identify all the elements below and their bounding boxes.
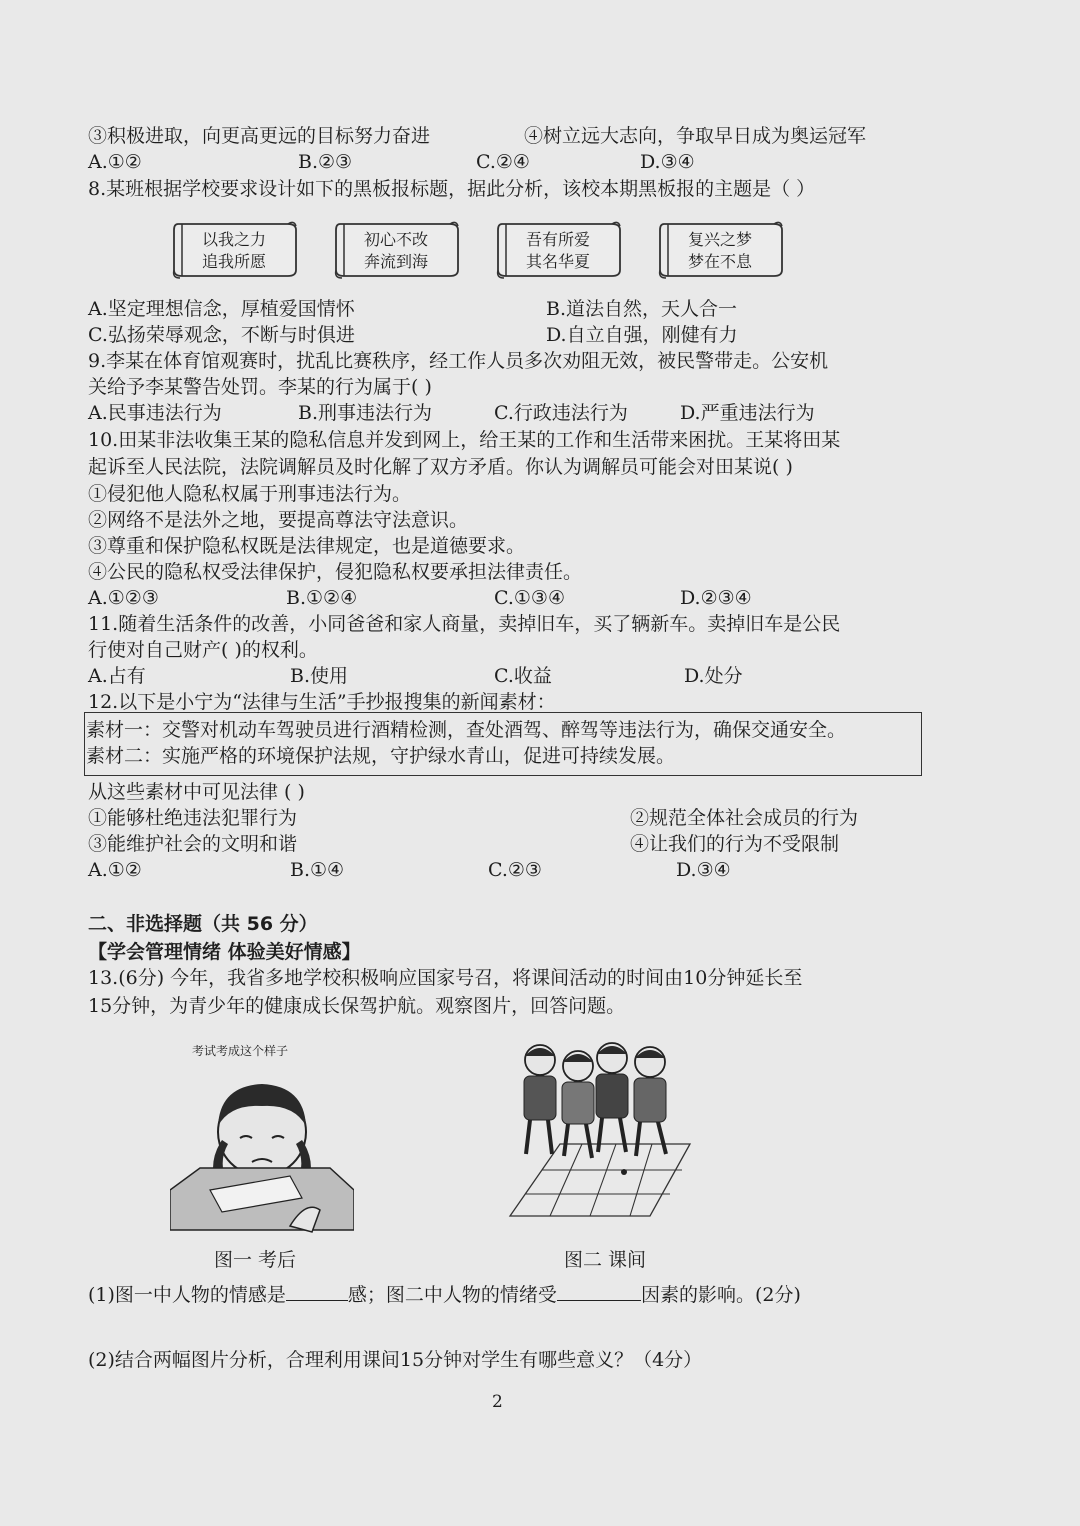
q12-choice-c: C.②③ bbox=[488, 859, 542, 881]
scroll-banner-4 bbox=[654, 218, 786, 280]
scroll-line-1: 初心不改 bbox=[363, 230, 428, 249]
scroll-line-1: 吾有所爱 bbox=[525, 230, 590, 249]
q12-option-3: ③能维护社会的文明和谐 bbox=[88, 833, 298, 855]
q9-stem-line-1: 9.李某在体育馆观赛时，扰乱比赛秩序，经工作人员多次劝阻无效，被民警带走。公安机 bbox=[88, 350, 829, 372]
q9-choice-b: B.刑事违法行为 bbox=[298, 402, 433, 424]
q13-sub1-part-b: 感；图二中人物的情绪受 bbox=[347, 1284, 557, 1306]
page-number: 2 bbox=[492, 1392, 503, 1412]
q11-stem-line-1: 11.随着生活条件的改善，小同爸爸和家人商量，卖掉旧车，买了辆新车。卖掉旧车是公民 bbox=[88, 613, 841, 635]
q12-choice-b: B.①④ bbox=[290, 859, 345, 881]
q13-stem-line-2: 15分钟，为青少年的健康成长保驾护航。观察图片，回答问题。 bbox=[88, 995, 626, 1017]
q12-stem: 12.以下是小宁为“法律与生活”手抄报搜集的新闻素材： bbox=[88, 691, 556, 713]
scroll-line-1: 以我之力 bbox=[201, 230, 266, 249]
q12-choice-d: D.③④ bbox=[676, 859, 731, 881]
q12-choice-a: A.①② bbox=[88, 859, 142, 881]
q8-choice-c: C.弘扬荣辱观念，不断与时俱进 bbox=[88, 324, 355, 346]
q10-item-2: ②网络不是法外之地，要提高尊法守法意识。 bbox=[88, 509, 469, 531]
q7-option-4: ④树立远大志向，争取早日成为奥运冠军 bbox=[524, 125, 867, 147]
q11-choice-b: B.使用 bbox=[290, 665, 349, 687]
q12-option-2: ②规范全体社会成员的行为 bbox=[630, 807, 859, 829]
q8-choice-a: A.坚定理想信念，厚植爱国情怀 bbox=[88, 298, 355, 320]
q7-option-3: ③积极进取，向更高更远的目标努力奋进 bbox=[88, 125, 431, 147]
answer-blank-1[interactable] bbox=[286, 1282, 348, 1301]
girl-illustration bbox=[170, 1040, 354, 1236]
figure-1-girl-after-exam bbox=[170, 1040, 354, 1236]
scroll-line-2: 奔流到海 bbox=[363, 252, 428, 271]
q13-stem-line-1: 13.(6分) 今年，我省多地学校积极响应国家号召，将课间活动的时间由10分钟延长至 bbox=[88, 967, 803, 989]
q11-stem-line-2: 行使对自己财产( )的权利。 bbox=[88, 639, 318, 661]
q9-choice-d: D.严重违法行为 bbox=[680, 402, 815, 424]
q7-choice-d: D.③④ bbox=[640, 151, 695, 173]
q8-choice-b: B.道法自然，天人合一 bbox=[546, 298, 738, 320]
scroll-banner-2 bbox=[330, 218, 462, 280]
q13-sub-question-2: (2)结合两幅图片分析，合理利用课间15分钟对学生有哪些意义？（4分） bbox=[88, 1349, 703, 1371]
figure-1-caption: 图一 考后 bbox=[214, 1249, 297, 1271]
q12-material-2: 素材二：实施严格的环境保护法规，守护绿水青山，促进可持续发展。 bbox=[86, 745, 676, 767]
scroll-line-2: 其名华夏 bbox=[525, 252, 590, 271]
q8-stem: 8.某班根据学校要求设计如下的黑板报标题，据此分析，该校本期黑板报的主题是（ ） bbox=[88, 178, 816, 200]
section-2-subtitle: 【学会管理情绪 体验美好情感】 bbox=[88, 941, 361, 963]
q7-choice-c: C.②④ bbox=[476, 151, 530, 173]
scroll-line-1: 复兴之梦 bbox=[687, 230, 752, 249]
q12-question: 从这些素材中可见法律 ( ) bbox=[88, 781, 305, 803]
q10-choice-c: C.①③④ bbox=[494, 587, 565, 609]
q10-choice-d: D.②③④ bbox=[680, 587, 752, 609]
q13-sub1-part-a: (1)图一中人物的情感是 bbox=[88, 1284, 286, 1306]
q12-option-1: ①能够杜绝违法犯罪行为 bbox=[88, 807, 298, 829]
q10-stem-line-1: 10.田某非法收集王某的隐私信息并发到网上，给王某的工作和生活带来困扰。王某将田某 bbox=[88, 429, 841, 451]
scroll-banner-3 bbox=[492, 218, 624, 280]
scroll-line-2: 梦在不息 bbox=[687, 252, 752, 271]
q8-choice-d: D.自立自强，刚健有力 bbox=[546, 324, 738, 346]
q10-choice-a: A.①②③ bbox=[88, 587, 159, 609]
q10-item-4: ④公民的隐私权受法律保护，侵犯隐私权要承担法律责任。 bbox=[88, 561, 583, 583]
q9-stem-line-2: 关给予李某警告处罚。李某的行为属于( ) bbox=[88, 376, 432, 398]
children-illustration bbox=[500, 1036, 696, 1226]
q12-material-1: 素材一：交警对机动车驾驶员进行酒精检测，查处酒驾、醉驾等违法行为，确保交通安全。 bbox=[86, 719, 847, 741]
q7-choice-a: A.①② bbox=[88, 151, 142, 173]
scroll-line-2: 追我所愿 bbox=[201, 252, 266, 271]
q9-choice-c: C.行政违法行为 bbox=[494, 402, 628, 424]
figure-2-children-at-break bbox=[500, 1036, 696, 1226]
q10-choice-b: B.①②④ bbox=[286, 587, 358, 609]
q11-choice-a: A.占有 bbox=[88, 665, 146, 687]
q7-choice-b: B.②③ bbox=[298, 151, 353, 173]
q12-option-4: ④让我们的行为不受限制 bbox=[630, 833, 840, 855]
q9-choice-a: A.民事违法行为 bbox=[88, 402, 222, 424]
q13-sub1-part-c: 因素的影响。(2分) bbox=[640, 1284, 801, 1306]
q10-item-3: ③尊重和保护隐私权既是法律规定，也是道德要求。 bbox=[88, 535, 526, 557]
section-2-title: 二、非选择题（共 56 分） bbox=[88, 913, 318, 935]
q10-stem-line-2: 起诉至人民法院，法院调解员及时化解了双方矛盾。你认为调解员可能会对田某说( ) bbox=[88, 456, 793, 478]
q13-sub-question-1 bbox=[88, 1282, 801, 1307]
q11-choice-d: D.处分 bbox=[684, 665, 743, 687]
q10-item-1: ①侵犯他人隐私权属于刑事违法行为。 bbox=[88, 483, 412, 505]
answer-blank-2[interactable] bbox=[557, 1282, 641, 1301]
figure-1-title: 考试考成这个样子 bbox=[192, 1044, 289, 1058]
q11-choice-c: C.收益 bbox=[494, 665, 552, 687]
scroll-banner-1 bbox=[168, 218, 300, 280]
figure-2-caption: 图二 课间 bbox=[564, 1249, 647, 1271]
